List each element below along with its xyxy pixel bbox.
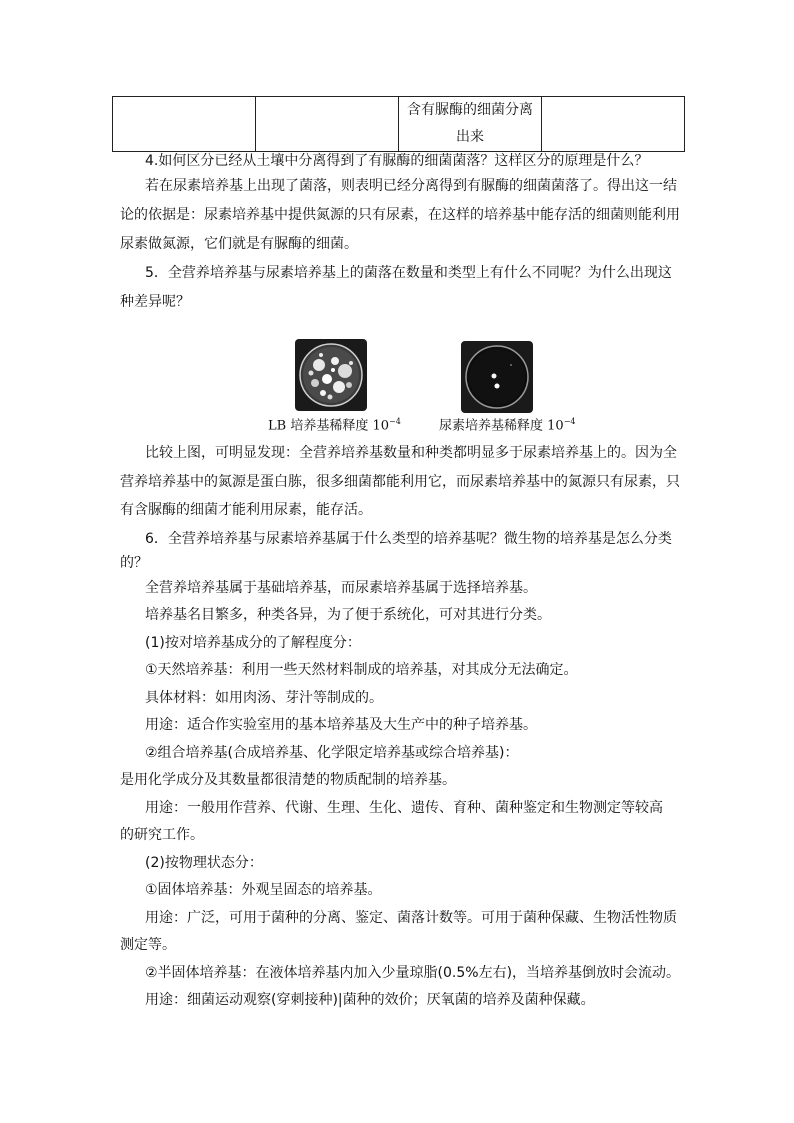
q6-line: ②组合培养基(合成培养基、化学限定培养基或综合培养基)： [145, 745, 519, 761]
q6-line: 用途：适合作实验室用的基本培养基及大生产中的种子培养基。 [145, 717, 537, 733]
q5-question-line2: 种差异呢？ [120, 294, 190, 310]
q6-line: 用途：广泛，可用于菌种的分离、鉴定、菌落计数等。可用于菌种保藏、生物活性物质 [145, 910, 677, 926]
q4-question: 4.如何区分已经从土壤中分离得到了有脲酶的细菌菌落？这样区分的原理是什么？ [145, 153, 649, 169]
q6-line: 的研究工作。 [120, 827, 204, 843]
q4-answer-line3: 尿素做氮源，它们就是有脲酶的细菌。 [120, 236, 358, 252]
urea-caption-text: 尿素培养基稀释度 10 [439, 418, 564, 434]
q6-line: 培养基名目繁多，种类各异，为了便于系统化，可对其进行分类。 [145, 607, 551, 623]
q6-question-line1: 6．全营养培养基与尿素培养基属于什么类型的培养基呢？微生物的培养基是怎么分类 [145, 531, 672, 547]
q6-line: (1)按对培养基成分的了解程度分： [145, 635, 361, 651]
table-cell-text-line2: 出来 [456, 129, 484, 145]
q5-answer-line1: 比较上图，可明显发现：全营养培养基数量和种类都明显多于尿素培养基上的。因为全 [145, 445, 677, 461]
q6-line: (2)按物理状态分： [145, 855, 263, 871]
q6-line: 具体材料：如用肉汤、芽汁等制成的。 [145, 690, 383, 706]
q4-answer-line2: 论的依据是：尿素培养基中提供氮源的只有尿素，在这样的培养基中能存活的细菌则能利用 [120, 207, 680, 223]
table-cell-text-line1: 含有脲酶的细菌分离 [407, 102, 533, 118]
table-cell-4 [542, 97, 685, 152]
q6-question-line2: 的？ [120, 555, 148, 571]
q6-line: 全营养培养基属于基础培养基，而尿素培养基属于选择培养基。 [145, 580, 537, 596]
lb-plate-colonies [299, 343, 363, 407]
lb-caption-exponent: −4 [389, 417, 401, 426]
table-cell-3 [399, 97, 542, 152]
q6-line: ①固体培养基：外观呈固态的培养基。 [145, 882, 382, 898]
q6-line: 用途：细菌运动观察(穿刺接种)|菌种的效价；厌氧菌的培养及菌种保藏。 [145, 992, 595, 1008]
urea-plate-colonies [465, 345, 529, 409]
table-cell-1 [113, 97, 256, 152]
lb-caption-text: LB 培养基稀释度 10 [268, 418, 389, 434]
q6-line: 是用化学成分及其数量都很清楚的物质配制的培养基。 [120, 772, 456, 788]
q4-answer-line1: 若在尿素培养基上出现了菌落，则表明已经分离得到有脲酶的细菌菌落了。得出这一结 [145, 178, 677, 194]
table-cell-2 [256, 97, 399, 152]
urea-plate-caption [439, 412, 575, 436]
urea-plate-photo [461, 341, 533, 413]
comparison-table-fragment [112, 96, 685, 152]
q6-line: 测定等。 [120, 937, 176, 953]
q5-question-line1: 5．全营养培养基与尿素培养基上的菌落在数量和类型上有什么不同呢？为什么出现这 [145, 265, 672, 281]
lb-plate-photo [295, 339, 367, 411]
q5-answer-line2: 营养培养基中的氮源是蛋白胨，很多细菌都能利用它，而尿素培养基中的氮源只有尿素，只 [120, 474, 680, 490]
q6-line: ②半固体培养基：在液体培养基内加入少量琼脂(0.5%左右)，当培养基倒放时会流动。 [145, 965, 681, 981]
q6-line: ①天然培养基：利用一些天然材料制成的培养基，对其成分无法确定。 [145, 662, 578, 678]
q6-line: 用途：一般用作营养、代谢、生理、生化、遗传、育种、菌种鉴定和生物测定等较高 [145, 800, 663, 816]
urea-caption-exponent: −4 [563, 417, 576, 426]
q5-answer-line3: 有含脲酶的细菌才能利用尿素，能存活。 [120, 502, 372, 518]
lb-plate-caption [268, 412, 401, 436]
